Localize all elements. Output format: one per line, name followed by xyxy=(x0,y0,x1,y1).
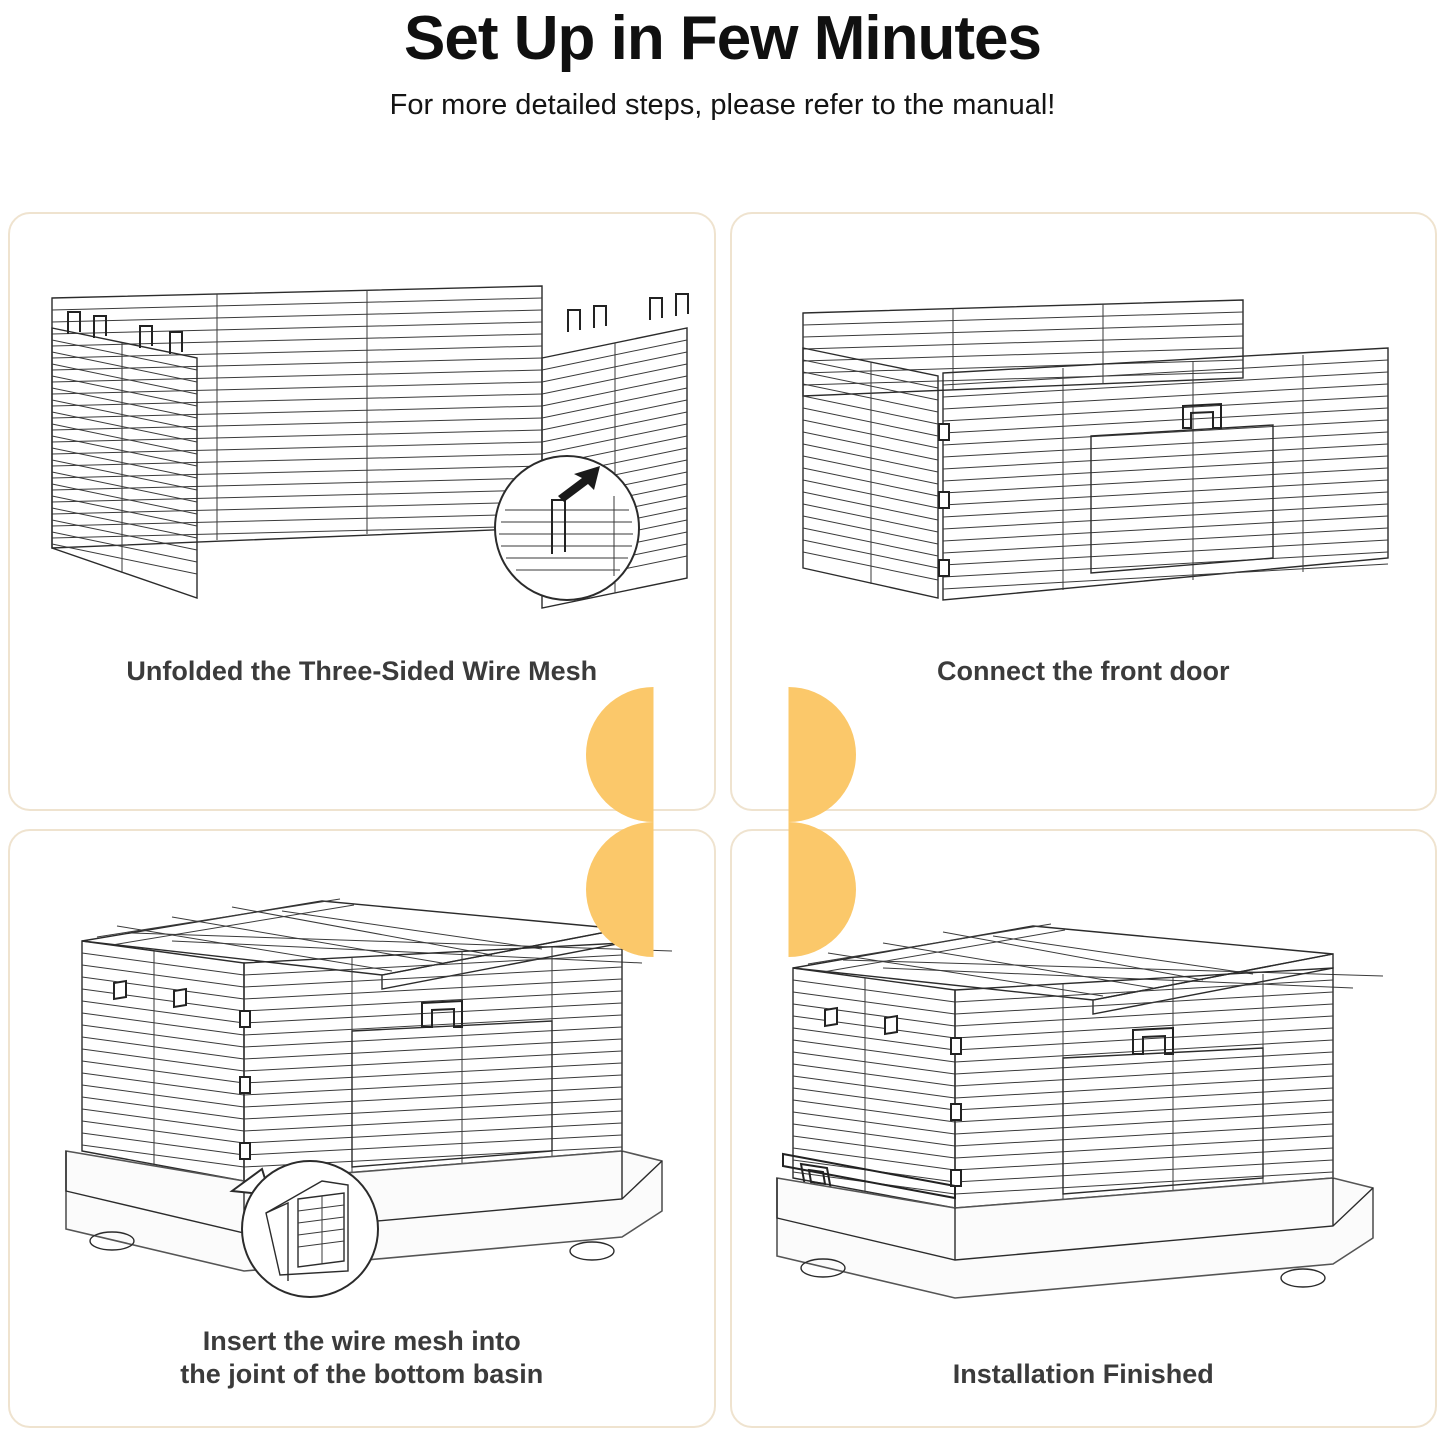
step-3-caption xyxy=(162,1325,561,1393)
front-door-connected-illustration xyxy=(743,228,1423,648)
step-3-caption-line-1: Insert the wire mesh into xyxy=(202,1325,521,1356)
page-title: Set Up in Few Minutes xyxy=(404,4,1041,73)
steps-grid xyxy=(8,212,1437,1428)
step-3-caption-line-2: the joint of the bottom basin xyxy=(180,1359,544,1390)
step-2-figure xyxy=(732,214,1436,655)
page-header xyxy=(0,0,1445,122)
step-4-caption: Installation Finished xyxy=(952,1359,1214,1390)
page-subtitle: For more detailed steps, please refer to the manual! xyxy=(389,89,1056,122)
assembled-cage-finished-illustration xyxy=(743,868,1423,1328)
step-1-caption: Unfolded the Three-Sided Wire Mesh xyxy=(126,656,598,687)
step-1-figure xyxy=(10,214,714,655)
step-2-caption: Connect the front door xyxy=(937,656,1230,687)
three-sided-wire-mesh-unfolded-illustration xyxy=(22,228,702,648)
basin-joint-slot-detail xyxy=(232,1161,378,1297)
arrow-up-hook-detail xyxy=(495,456,639,600)
